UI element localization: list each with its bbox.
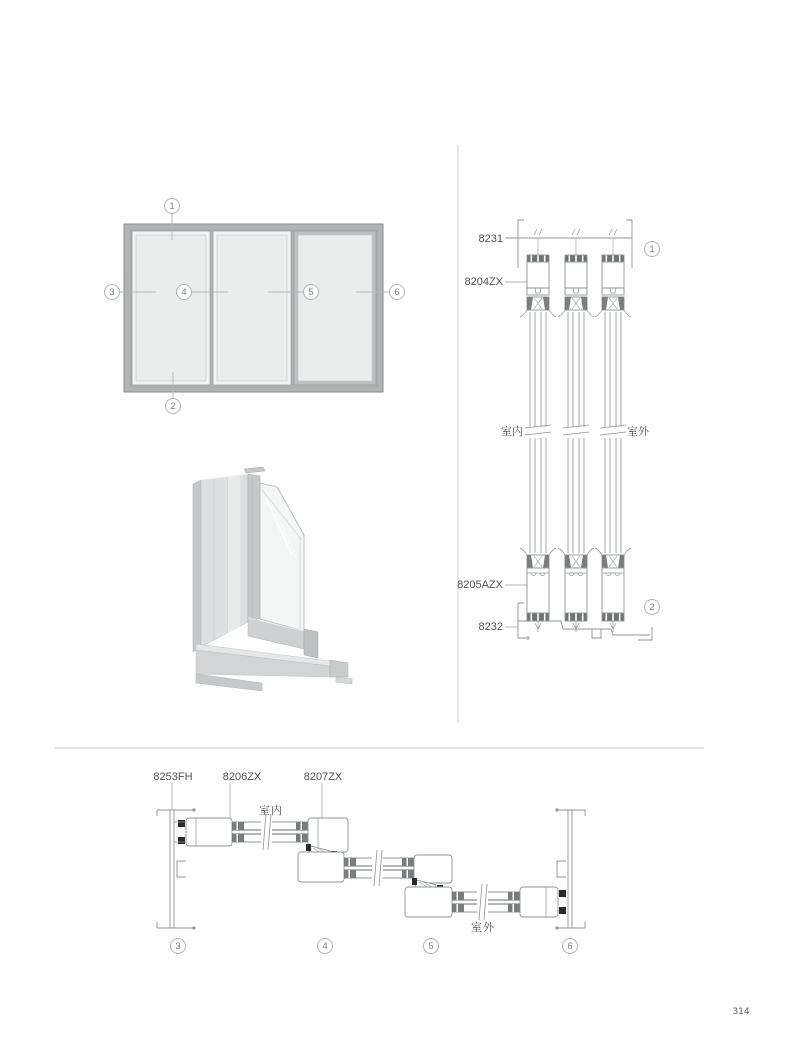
page-number: 314 [732,1007,750,1017]
label-top-sash-profile: 8204ZX [464,276,503,288]
vsection-indoor-label: 室内 [501,426,523,438]
hsection-callout-3-badge: 3 [170,938,186,954]
callout-1-badge: 1 [164,198,180,214]
horizontal-section-drawing [157,783,585,929]
vsection-callout-2-badge: 2 [644,599,660,615]
profile-3d-render [193,467,352,691]
label-bottom-sash-profile: 8205AZX [457,579,503,591]
label-interlock-profile: 8207ZX [303,771,343,783]
label-head-profile: 8231 [478,233,503,245]
label-sill-profile: 8232 [478,621,503,633]
elevation-drawing [120,214,389,398]
callout-6-badge: 6 [389,284,405,300]
callout-2-badge: 2 [165,398,181,414]
hsection-callout-5-badge: 5 [423,938,439,954]
callout-3-badge: 3 [104,284,120,300]
callout-4-badge: 4 [176,284,192,300]
hsection-callout-4-badge: 4 [317,938,333,954]
label-sash-profile: 8206ZX [222,771,262,783]
hsection-callout-6-badge: 6 [562,938,578,954]
vsection-outdoor-label: 室外 [627,426,649,438]
hsection-outdoor-label: 室外 [471,922,495,934]
label-jamb-profile: 8253FH [153,771,193,783]
vsection-callout-1-badge: 1 [644,241,660,257]
callout-5-badge: 5 [303,284,319,300]
hsection-indoor-label: 室内 [259,805,283,817]
